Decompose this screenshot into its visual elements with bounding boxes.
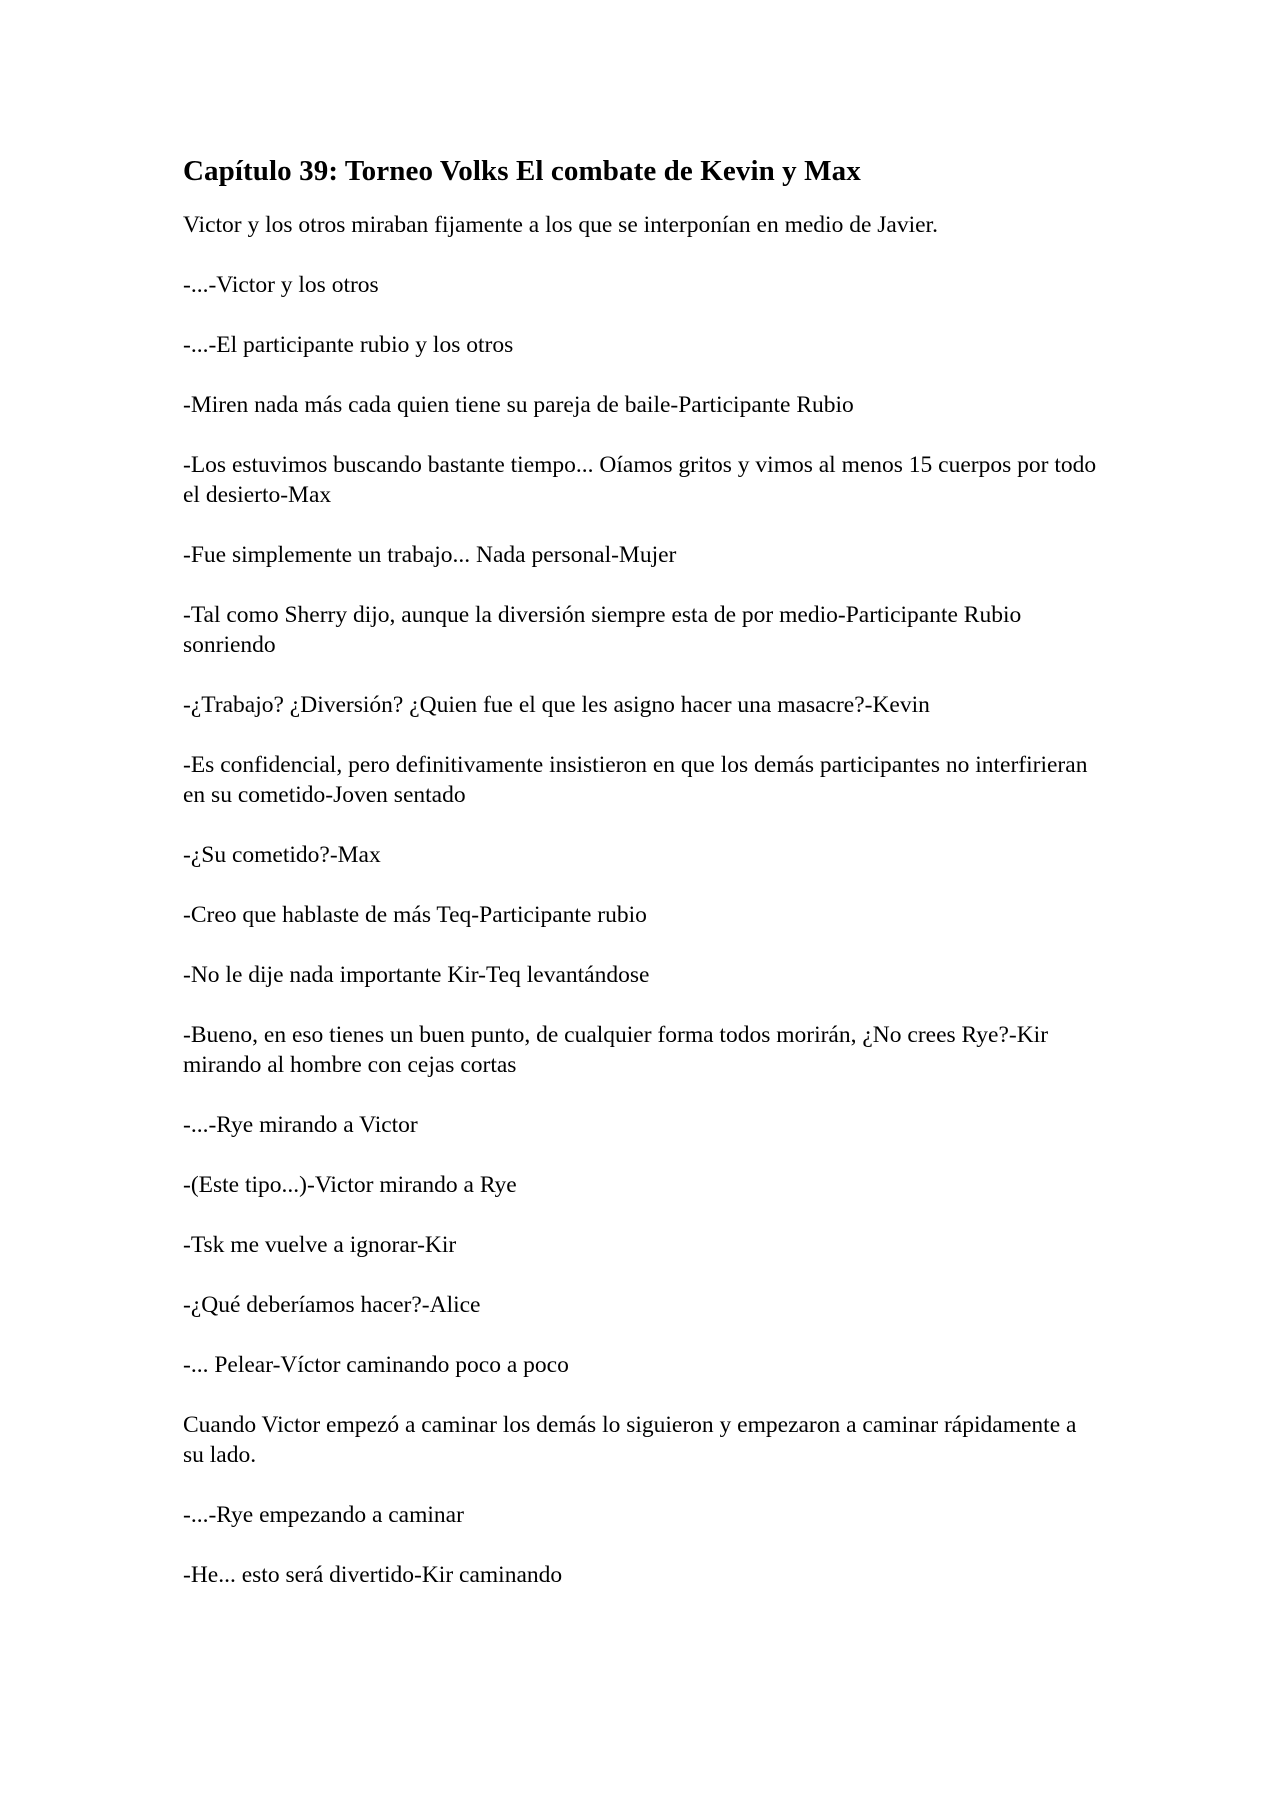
- document-content: [183, 150, 1103, 1620]
- paragraph: -He... esto será divertido-Kir caminando: [183, 1562, 563, 1588]
- paragraph: -Miren nada más cada quien tiene su pareja de baile-Participante Rubio: [183, 392, 854, 418]
- paragraph: -No le dije nada importante Kir-Teq levantándose: [183, 962, 650, 988]
- paragraph: -(Este tipo...)-Victor mirando a Rye: [183, 1172, 517, 1198]
- paragraph: -... Pelear-Víctor caminando poco a poco: [183, 1352, 569, 1378]
- paragraph: -¿Trabajo? ¿Diversión? ¿Quien fue el que les asigno hacer una masacre?-Kevin: [183, 692, 930, 718]
- paragraph: -Tal como Sherry dijo, aunque la diversión siempre esta de por medio-Participante Rubio sonriendo: [183, 602, 1022, 658]
- paragraph: -...-El participante rubio y los otros: [183, 332, 514, 358]
- paragraph: -Bueno, en eso tienes un buen punto, de cualquier forma todos morirán, ¿No crees Rye?-Kir mirando al hombre con cejas cortas: [183, 1022, 1049, 1078]
- paragraph: Cuando Victor empezó a caminar los demás lo siguieron y empezaron a caminar rápidamente a su lado.: [183, 1412, 1077, 1468]
- paragraph: -...-Victor y los otros: [183, 272, 379, 298]
- paragraph: -Los estuvimos buscando bastante tiempo... Oíamos gritos y vimos al menos 15 cuerpos por todo el desierto-Max: [183, 452, 1097, 508]
- paragraph: -...-Rye empezando a caminar: [183, 1502, 464, 1528]
- paragraph: -Creo que hablaste de más Teq-Participante rubio: [183, 902, 647, 928]
- paragraph-list: [183, 210, 1103, 1590]
- chapter-title: Capítulo 39: Torneo Volks El combate de Kevin y Max: [183, 155, 861, 187]
- paragraph: -¿Su cometido?-Max: [183, 842, 381, 868]
- paragraph: -Fue simplemente un trabajo... Nada personal-Mujer: [183, 542, 677, 568]
- paragraph: -Es confidencial, pero definitivamente insistieron en que los demás participantes no interfirieran en su cometido-Joven sentado: [183, 752, 1088, 808]
- paragraph: -¿Qué deberíamos hacer?-Alice: [183, 1292, 481, 1318]
- paragraph: -Tsk me vuelve a ignorar-Kir: [183, 1232, 457, 1258]
- paragraph: -...-Rye mirando a Victor: [183, 1112, 418, 1138]
- paragraph: Victor y los otros miraban fijamente a los que se interponían en medio de Javier.: [183, 212, 938, 238]
